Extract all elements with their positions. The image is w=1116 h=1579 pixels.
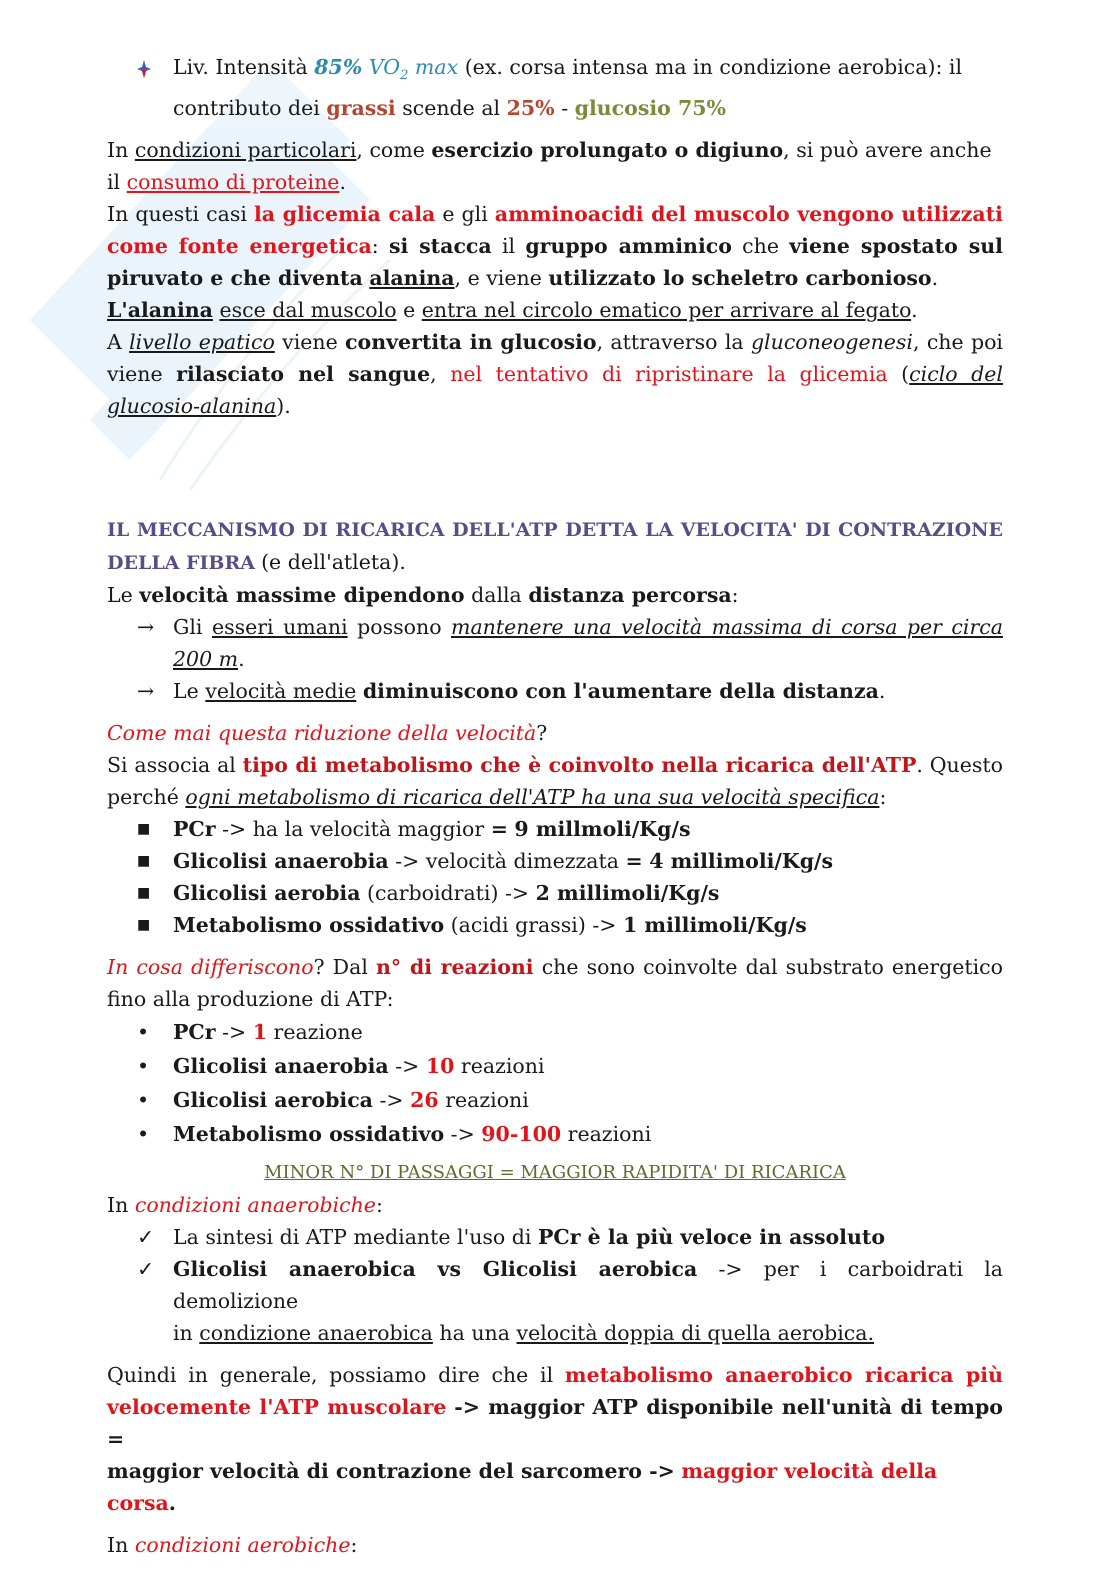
text: in [173, 1321, 193, 1346]
text: condizione anaerobica [199, 1321, 433, 1346]
text: , attraverso la [596, 330, 744, 355]
text: . [238, 647, 245, 672]
text: fino alla produzione di ATP: [107, 987, 394, 1012]
square-bullet-icon: ■ [137, 821, 151, 838]
text: piruvato e che diventa [107, 266, 363, 291]
text: reazione [273, 1020, 363, 1045]
text: viene spostato sul [789, 234, 1003, 259]
text: utilizzato lo scheletro carbonioso [548, 266, 932, 291]
reaction-item [107, 1083, 1003, 1117]
text: convertita in glucosio [345, 330, 597, 355]
text: si stacca [388, 234, 492, 259]
text: il [107, 170, 121, 195]
text: 10 [425, 1054, 455, 1079]
heading-text: IL MECCANISMO DI RICARICA DELL'ATP DETTA LA VELOCITA' DI CONTRAZIONE [107, 519, 1003, 542]
text: -> [395, 1054, 420, 1079]
paragraph [107, 198, 1003, 294]
text: glucosio-alanina [107, 394, 277, 419]
glucose-percentage: glucosio 75% [574, 96, 726, 121]
text: -> [222, 1020, 247, 1045]
list-item [107, 611, 1003, 675]
text: (e dell'atleta). [261, 550, 406, 575]
text: PCr [173, 1020, 216, 1045]
text: ). [276, 394, 291, 419]
text: esseri umani [211, 615, 348, 640]
text: gruppo amminico [525, 234, 732, 259]
text: gluconeogenesi [750, 330, 913, 355]
paragraph [107, 326, 1003, 422]
text: . [339, 170, 346, 195]
text: , si può avere anche [783, 138, 992, 163]
text: 4 millimoli/Kg/s [649, 849, 834, 874]
text: - [561, 96, 569, 121]
text: In questi casi [107, 202, 247, 227]
right-arrow-icon: → [137, 679, 155, 704]
text: . Questo [916, 753, 1003, 778]
text: (carboidrati) -> [367, 881, 530, 906]
text: distanza percorsa [528, 583, 732, 608]
intensity-value: 85% [314, 55, 363, 79]
text: ? Dal [313, 955, 368, 980]
text: Come mai questa riduzione della velocità [107, 721, 537, 746]
text: mantenere una velocità massima di corsa per circa [451, 615, 1003, 640]
text: . [931, 266, 939, 291]
text: reazioni [567, 1122, 652, 1147]
text: 9 millmoli/Kg/s [514, 817, 691, 842]
check-item [107, 1221, 1003, 1253]
text: -> velocità dimezzata [395, 849, 619, 874]
text: PCr [173, 817, 216, 842]
text: . [878, 679, 886, 704]
text: , come [356, 138, 425, 163]
text: L'alanina [107, 298, 213, 323]
fat-percentage: 25% [506, 96, 555, 121]
text: 2 millimoli/Kg/s [535, 881, 720, 906]
reaction-item [107, 1049, 1003, 1083]
text: esercizio prolungato o digiuno [431, 138, 784, 163]
text: : [731, 583, 739, 608]
text: -> per i carboidrati la demolizione [173, 1257, 1003, 1314]
paragraph [107, 951, 1003, 1015]
dot-bullet-icon: • [137, 1088, 150, 1113]
text: (ex. corsa intensa ma in condizione aerobica): il [464, 55, 963, 79]
text: In [107, 138, 129, 163]
text: La sintesi di ATP mediante l'uso di [173, 1225, 532, 1250]
text: In cosa differiscono [107, 955, 314, 980]
text: scende al [402, 96, 501, 121]
text: perché [107, 785, 179, 810]
dot-bullet-icon: • [137, 1122, 150, 1147]
protein-consumption-text: consumo di proteine [126, 170, 340, 195]
text: ? [536, 721, 548, 746]
text: e gli [442, 202, 488, 227]
text: : [879, 785, 887, 810]
check-mark-icon: ✓ [137, 1257, 155, 1282]
vo2-max-label: max [414, 55, 459, 79]
text: Quindi in generale, possiamo dire che il [107, 1363, 554, 1388]
text: velocità massime dipendono [139, 583, 465, 608]
text: condizioni anaerobiche [134, 1193, 376, 1218]
question-line [107, 717, 1003, 749]
square-bullet-icon: ■ [137, 885, 151, 902]
text: velocità doppia di quella aerobica. [516, 1321, 875, 1346]
square-bullet-icon: ■ [137, 917, 151, 934]
text: Glicolisi anaerobia [173, 1054, 389, 1079]
text: la glicemia cala [253, 202, 436, 227]
text: n° di reazioni [376, 955, 534, 980]
text: -> maggior ATP disponibile nell'unità di tempo = [107, 1395, 1003, 1452]
text: ogni metabolismo di ricarica dell'ATP ha una sua velocità specifica [185, 785, 880, 810]
text: condizioni aerobiche [134, 1533, 351, 1558]
paragraph [107, 1359, 1003, 1519]
paragraph [107, 294, 1003, 326]
text: , [430, 362, 437, 387]
text: 90-100 [481, 1122, 562, 1147]
dot-bullet-icon: • [137, 1020, 150, 1045]
square-bullet-icon: ■ [137, 853, 151, 870]
text: amminoacidi del muscolo vengono utilizzati [494, 202, 1003, 227]
text: Glicolisi aerobica [173, 1088, 373, 1113]
summary-text: MINOR N° DI PASSAGGI = MAGGIOR RAPIDITA' DI RICARICA [264, 1162, 846, 1184]
text: Le [173, 679, 199, 704]
text: Glicolisi anaerobia [173, 849, 389, 874]
paragraph [107, 1189, 1003, 1221]
text: Si associa al [107, 753, 236, 778]
text: il [501, 234, 516, 259]
paragraph [107, 579, 1003, 611]
text: nel tentativo di ripristinare la glicemia [450, 362, 888, 387]
text: che sono coinvolte dal substrato energetico [541, 955, 1003, 980]
paragraph [107, 1529, 1003, 1561]
text: tipo di metabolismo che è coinvolto nella ricarica dell'ATP [242, 753, 917, 778]
text: velocemente l'ATP muscolare [107, 1395, 447, 1420]
text: : [375, 1193, 383, 1218]
text: 26 [410, 1088, 439, 1113]
text: metabolismo anaerobico ricarica più [564, 1363, 1003, 1388]
underlined-text: condizioni particolari [134, 138, 357, 163]
text: In [107, 1533, 129, 1558]
text: Liv. Intensità [173, 55, 308, 79]
text: 1 [252, 1020, 267, 1045]
text: velocità medie [205, 679, 357, 704]
document-content [107, 51, 1003, 1561]
text: : [371, 234, 379, 259]
text: = [625, 849, 643, 874]
text: dalla [471, 583, 522, 608]
text: reazioni [460, 1054, 545, 1079]
reactions-list [107, 1015, 1003, 1151]
text: alanina [369, 266, 455, 291]
text: ciclo del [909, 362, 1003, 387]
text: PCr è la più veloce in assoluto [538, 1225, 886, 1250]
vo2-subscript: 2 [400, 68, 409, 84]
text: . [911, 298, 918, 323]
text: livello epatico [129, 330, 275, 355]
text: entra nel circolo ematico per arrivare al fegato [421, 298, 912, 323]
text: (acidi grassi) -> [450, 913, 617, 938]
dot-bullet-icon: • [137, 1054, 150, 1079]
check-item [107, 1253, 1003, 1349]
paragraph [107, 749, 1003, 813]
reaction-item [107, 1015, 1003, 1049]
reaction-item [107, 1117, 1003, 1151]
text: ( [901, 362, 910, 387]
paragraph [107, 134, 1003, 198]
check-mark-icon: ✓ [137, 1225, 155, 1250]
speed-list [107, 813, 1003, 941]
text: = [490, 817, 508, 842]
speed-item [107, 845, 1003, 877]
fat-label: grassi [326, 96, 396, 121]
text: -> [450, 1122, 475, 1147]
text: Metabolismo ossidativo [173, 1122, 445, 1147]
text: 200 m [173, 647, 239, 672]
text: Gli [173, 615, 203, 640]
right-arrow-icon: → [137, 615, 155, 640]
text: come fonte energetica [107, 234, 372, 259]
speed-item [107, 909, 1003, 941]
summary-line [107, 1155, 1003, 1189]
text: viene [282, 330, 338, 355]
intensity-list-item [107, 51, 1003, 124]
text: In [107, 1193, 129, 1218]
list-item [107, 675, 1003, 707]
text: ha una [439, 1321, 510, 1346]
text: contributo dei [173, 96, 320, 121]
text: . [168, 1491, 176, 1516]
text: reazioni [445, 1088, 529, 1113]
text: Metabolismo ossidativo [173, 913, 445, 938]
four-point-star-bullet-icon [137, 55, 151, 87]
text: possono [357, 615, 442, 640]
text: Le [107, 583, 133, 608]
text: rilasciato nel sangue [176, 362, 431, 387]
text: -> [379, 1088, 404, 1113]
text: maggior velocità della corsa [107, 1459, 938, 1516]
section-heading [107, 514, 1003, 579]
text: viene [107, 362, 163, 387]
text: Glicolisi anaerobica vs Glicolisi aerobica [173, 1257, 698, 1282]
text: : [350, 1533, 358, 1558]
text: 1 millimoli/Kg/s [623, 913, 807, 938]
text: , e viene [454, 266, 542, 291]
vo2-label: VO [368, 55, 401, 79]
text: esce dal muscolo [219, 298, 397, 323]
speed-item [107, 877, 1003, 909]
text: che [742, 234, 779, 259]
heading-text: DELLA FIBRA [107, 552, 256, 575]
text: , che poi [913, 330, 1003, 355]
text: Glicolisi aerobia [173, 881, 361, 906]
speed-item [107, 813, 1003, 845]
text: A [107, 330, 122, 355]
text: diminuiscono con l'aumentare della distanza [362, 679, 879, 704]
text: -> ha la velocità maggior [222, 817, 485, 842]
text: e [403, 298, 416, 323]
text: maggior velocità di contrazione del sarcomero -> [107, 1459, 675, 1484]
